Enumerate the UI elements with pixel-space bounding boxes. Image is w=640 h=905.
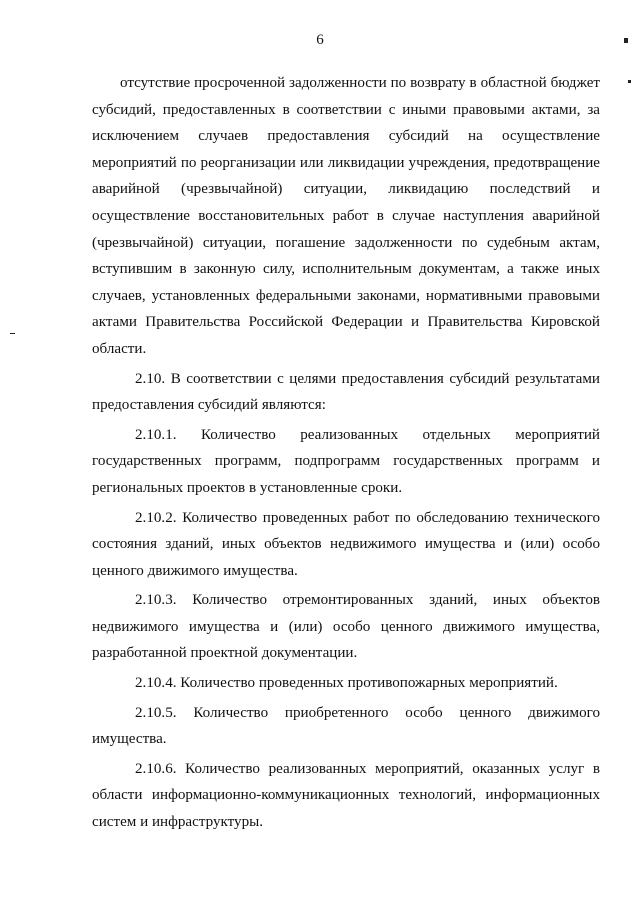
scan-mark [10, 333, 15, 334]
paragraph-2-10-2: 2.10.2. Количество проведенных работ по обследованию технического состояния зданий, иных объектов недвижимого имущества и (или) особо ценного движимого имущества. [92, 509, 600, 579]
paragraph-2-10: 2.10. В соответствии с целями предоставления субсидий результатами предоставления субсидий являются: [92, 370, 600, 414]
document-body [92, 70, 600, 836]
paragraph-eligibility-conditions: отсутствие просроченной задолженности по возврату в областной бюджет субсидий, предоставленных в соответствии с иными правовыми актами, за исключением случаев предоставления субсидий на осуществление мероприятий по реорганизации или ликвидации учреждения, предотвращение аварийной (чрезвычайной) ситуации, ликвидацию последствий и осуществление восстановительных работ в случае наступления аварийной (чрезвычайной) ситуации, погашение задолженности по судебным актам, вступившим в законную силу, исполнительным документам, а также иных случаев, установленных федеральными законами, нормативными правовыми актами Правительства Российской Федерации и Правительства Кировской области. [92, 75, 600, 357]
paragraph-2-10-3: 2.10.3. Количество отремонтированных зданий, иных объектов недвижимого имущества и (или) особо ценного движимого имущества, разработанной проектной документации. [92, 592, 600, 662]
paragraph-2-10-1: 2.10.1. Количество реализованных отдельных мероприятий государственных программ, подпрограмм государственных программ и региональных проектов в установленные сроки. [92, 426, 600, 496]
paragraph-2-10-4: 2.10.4. Количество проведенных противопожарных мероприятий. [135, 675, 558, 692]
scan-mark [628, 80, 631, 83]
paragraph-2-10-6: 2.10.6. Количество реализованных мероприятий, оказанных услуг в области информационно-коммуникационных технологий, информационных систем и инфраструктуры. [92, 760, 600, 831]
page-number: 6 [316, 32, 324, 48]
scan-mark [624, 38, 628, 43]
paragraph-2-10-5: 2.10.5. Количество приобретенного особо ценного движимого имущества. [92, 704, 600, 748]
